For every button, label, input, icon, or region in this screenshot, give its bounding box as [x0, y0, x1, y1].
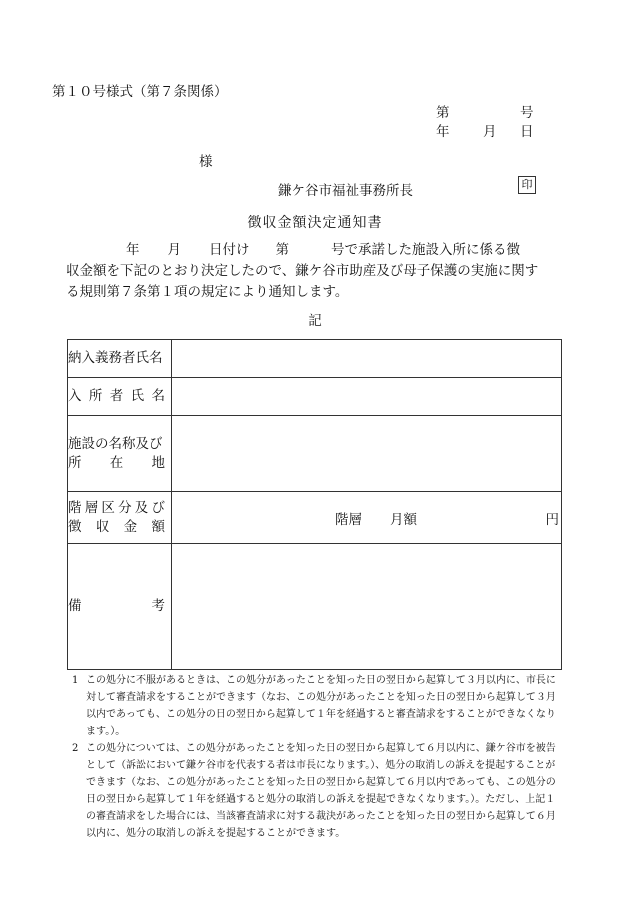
facility-label-line1: 施設の名称及び: [68, 435, 163, 452]
note-item: [72, 740, 564, 842]
body-month-label: 月: [167, 242, 181, 258]
remarks-label: [68, 544, 172, 670]
facility-label-line2: [68, 454, 165, 473]
fee-yen-label: 円: [545, 511, 559, 528]
resident-name-field[interactable]: [172, 378, 562, 416]
date-month-label: 月: [483, 124, 497, 140]
table-row: [68, 492, 562, 544]
table-row: [68, 340, 562, 378]
body-dated-label: 日付け: [209, 242, 250, 258]
form-number: 第１０号様式（第７条関係）: [52, 84, 228, 100]
label-char: 者: [109, 388, 124, 404]
note-item: [72, 672, 564, 740]
label-char: 入: [68, 388, 82, 404]
note-text: この処分に不服があるときは、この処分があったことを知った日の翌日から起算して３月以内に、市長に対して審査請求をすることができます（なお、この処分があったことを知った日の翌日から起算して３月以内であっても、この処分の日の翌日から起算して１年を経過すると審査請求をすることができなくなります。）。: [86, 675, 556, 737]
body-number-prefix: 第: [275, 242, 289, 258]
details-table: [67, 339, 562, 670]
fee-label-line1: [68, 499, 165, 518]
facility-field[interactable]: [172, 416, 562, 492]
notes-section: [72, 672, 564, 842]
remarks-field[interactable]: [172, 544, 562, 670]
note-text: この処分については、この処分があったことを知った日の翌日から起算して６月以内に、鎌ケ谷市を被告として（訴訟において鎌ケ谷市を代表する者は市長になります。）、処分の取消しの訴えを提起することができます（なお、この処分があったことを知った日の翌日から起算して６月以内であっても、この処分の日の翌日から起算して１年を経過すると処分の取消しの訴えを提起できなくなります。）。ただし、上記１の審査請求をした場合には、当該審査請求に対する裁決があったことを知った日の翌日から起算して６月以内に、処分の取消しの訴えを提起することができます。: [86, 743, 556, 839]
label-char: び: [151, 499, 165, 516]
sender-name: 鎌ケ谷市福祉事務所長: [278, 183, 413, 199]
label-char: 氏: [130, 388, 145, 404]
body-year-label: 年: [126, 242, 140, 258]
label-char: 区: [101, 499, 115, 516]
note-number: 2: [72, 743, 79, 754]
fee-label: [68, 492, 172, 544]
payer-name-label: 納入義務者氏名: [68, 340, 172, 378]
label-char: 階: [68, 499, 82, 516]
body-text-line3: る規則第７条第１項の規定により通知します。: [66, 284, 349, 300]
addressee-suffix: 様: [199, 154, 213, 170]
seal-mark: 印: [518, 176, 536, 194]
fee-level-label: 階層: [335, 511, 362, 528]
fee-monthly-label: 月額: [390, 511, 417, 528]
label-char: 額: [151, 518, 165, 535]
fee-field[interactable]: [172, 492, 562, 544]
resident-name-label: [68, 378, 172, 416]
label-char: 所: [68, 454, 82, 471]
label-char: 備: [68, 598, 82, 614]
document-title: 徴収金額決定通知書: [247, 215, 383, 231]
date-year-label: 年: [436, 124, 450, 140]
payer-name-field[interactable]: [172, 340, 562, 378]
table-row: [68, 416, 562, 492]
label-char: 所: [88, 388, 103, 404]
label-char: 分: [118, 499, 132, 516]
label-char: 考: [151, 598, 165, 614]
table-row: [68, 378, 562, 416]
doc-number-prefix: 第: [436, 105, 450, 121]
label-char: 層: [84, 499, 99, 516]
label-char: 地: [151, 454, 165, 471]
body-text-line2: 収金額を下記のとおり決定したので、鎌ケ谷市助産及び母子保護の実施に関す: [66, 263, 539, 279]
label-char: 在: [109, 454, 124, 471]
label-char: 名: [151, 388, 165, 404]
label-char: 金: [123, 518, 138, 535]
ki-heading: 記: [308, 313, 322, 329]
facility-label: [68, 416, 172, 492]
note-number: 1: [72, 675, 79, 686]
doc-number-suffix: 号: [520, 105, 534, 121]
label-char: 徴: [68, 518, 82, 535]
date-day-label: 日: [520, 124, 534, 140]
label-char: 及: [134, 499, 149, 516]
label-char: 収: [95, 518, 110, 535]
body-text-line1: 号で承諾した施設入所に係る徴: [331, 242, 520, 258]
table-row: [68, 544, 562, 670]
fee-label-line2: [68, 518, 165, 537]
body-paragraph: [66, 240, 566, 303]
